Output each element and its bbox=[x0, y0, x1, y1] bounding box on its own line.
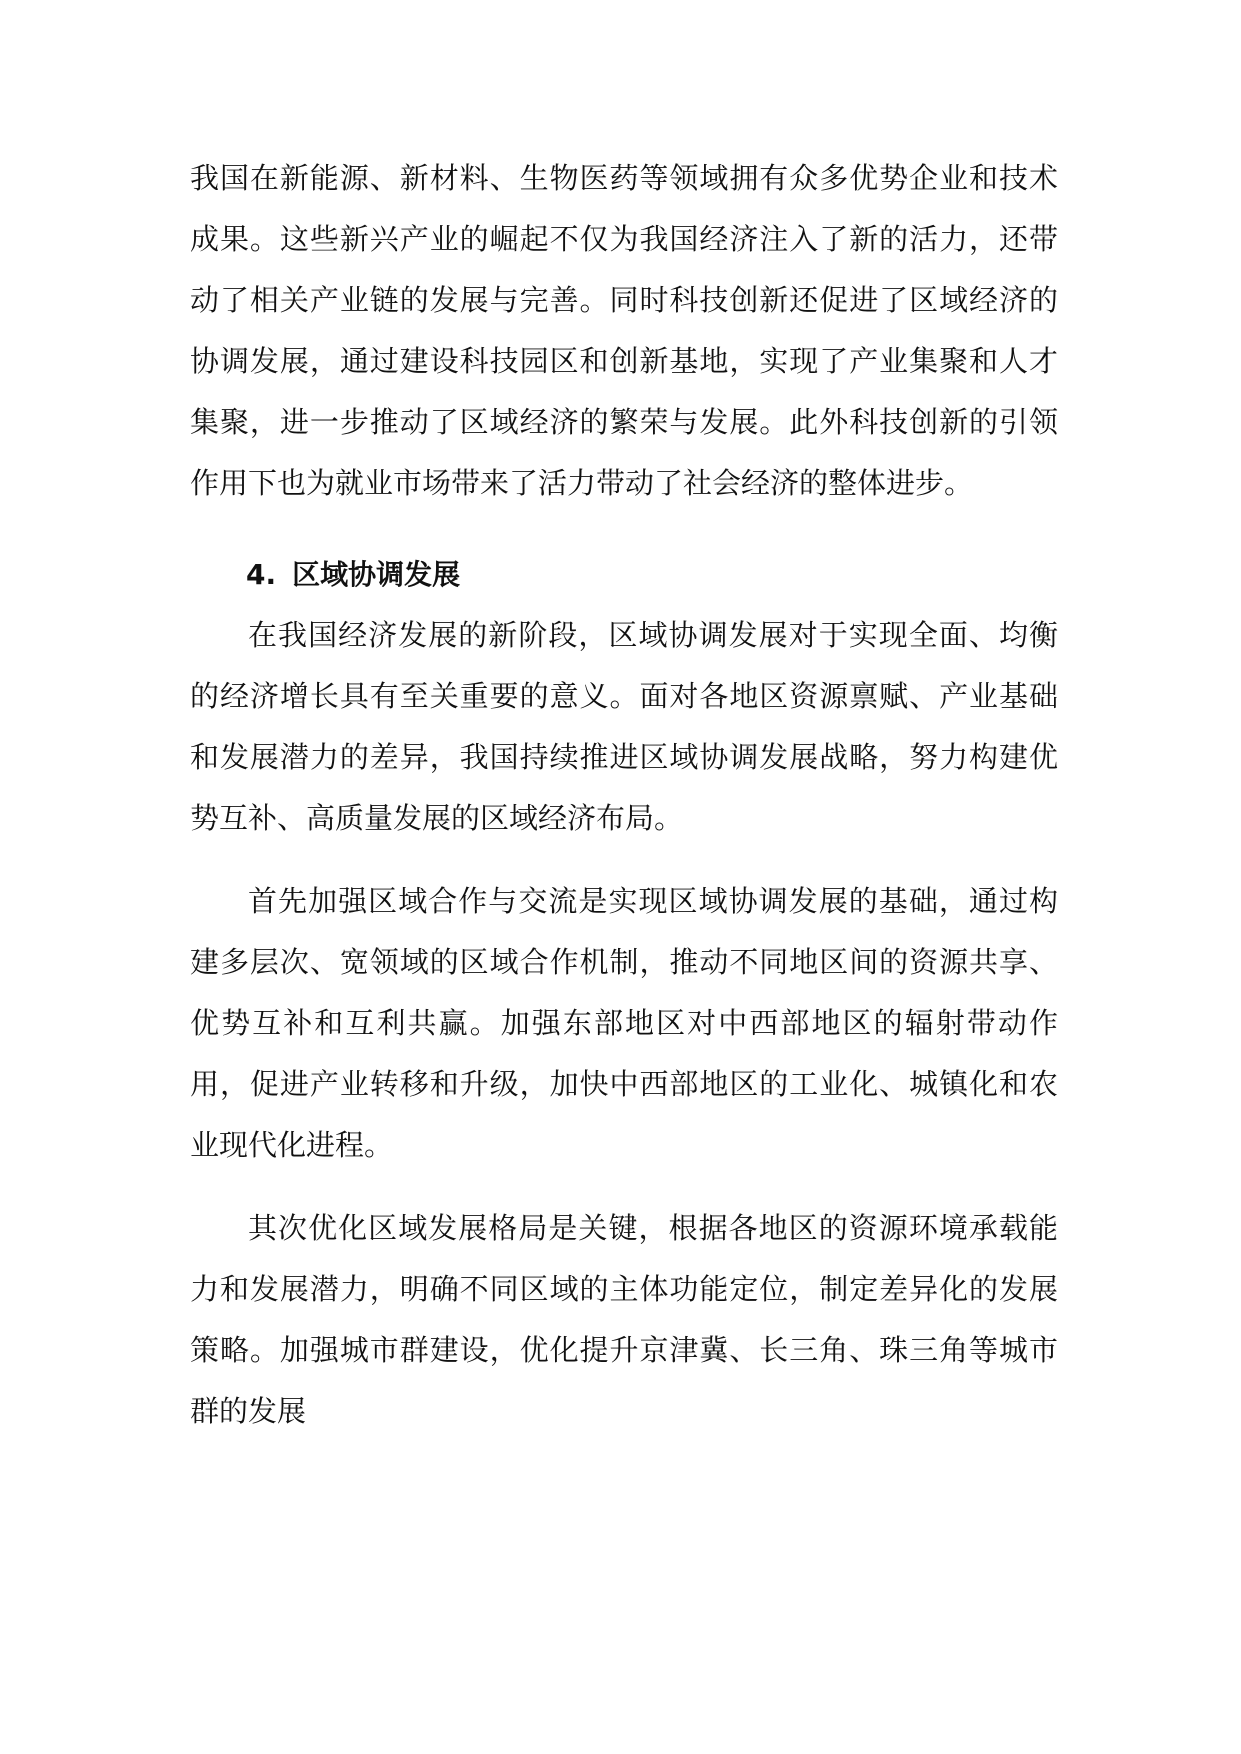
section-title: 区域协调发展 bbox=[292, 558, 461, 591]
section-heading bbox=[190, 544, 1058, 605]
document-body bbox=[190, 148, 1058, 1442]
paragraph: 其次优化区域发展格局是关键，根据各地区的资源环境承载能力和发展潜力，明确不同区域的主体功能定位，制定差异化的发展策略。加强城市群建设，优化提升京津冀、长三角、珠三角等城市群的发展 bbox=[190, 1211, 1058, 1428]
paragraph: 首先加强区域合作与交流是实现区域协调发展的基础，通过构建多层次、宽领域的区域合作机制，推动不同地区间的资源共享、优势互补和互利共赢。加强东部地区对中西部地区的辐射带动作用，促进产业转移和升级，加快中西部地区的工业化、城镇化和农业现代化进程。 bbox=[190, 884, 1058, 1162]
section-number: 4. bbox=[246, 558, 277, 591]
paragraph: 在我国经济发展的新阶段，区域协调发展对于实现全面、均衡的经济增长具有至关重要的意义。面对各地区资源禀赋、产业基础和发展潜力的差异，我国持续推进区域协调发展战略，努力构建优势互补、高质量发展的区域经济布局。 bbox=[190, 618, 1058, 835]
paragraph-continuation: 我国在新能源、新材料、生物医药等领域拥有众多优势企业和技术成果。这些新兴产业的崛起不仅为我国经济注入了新的活力，还带动了相关产业链的发展与完善。同时科技创新还促进了区域经济的协调发展，通过建设科技园区和创新基地，实现了产业集聚和人才集聚，进一步推动了区域经济的繁荣与发展。此外科技创新的引领作用下也为就业市场带来了活力带动了社会经济的整体进步。 bbox=[190, 161, 1058, 500]
